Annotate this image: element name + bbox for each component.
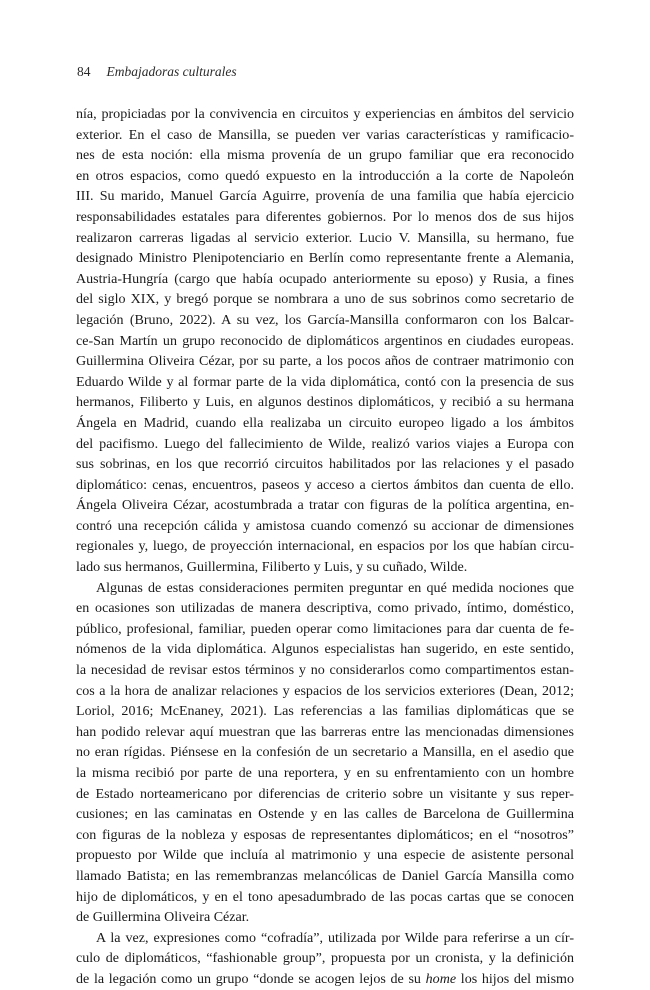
text-line: cos a la hora de analizar relaciones y espacios de los servicios exteriores (Dean, 2012; bbox=[76, 682, 574, 699]
text-line: la necesidad de revisar estos términos y no considerarlos como compartimentos estan- bbox=[76, 662, 574, 679]
text-line: con figuras de la nobleza y esposas de representantes diplomáticos; en el “nosotros” bbox=[76, 826, 574, 843]
text-line: propuesto por Wilde que incluía al matrimonio y una especie de asistente personal bbox=[76, 847, 574, 864]
text-line: Loriol, 2016; McEnaney, 2021). Las referencias a las familias diplomáticas que se bbox=[76, 703, 574, 720]
text-line: A la vez, expresiones como “cofradía”, utilizada por Wilde para referirse a un cír- bbox=[96, 929, 574, 946]
text-segment: de la legación como un grupo “donde se acogen lejos de su bbox=[76, 970, 426, 987]
text-line: sus sobrinas, en los que recorrió circuitos habilitados por las relaciones y el pasado bbox=[76, 456, 574, 473]
text-line: Austria-Hungría (cargo que había ocupado anteriormente su eposo) y Rusia, a fines bbox=[76, 270, 574, 287]
italic-word: home bbox=[425, 970, 457, 987]
text-line: la misma recibió por parte de una reportera, y en su enfrentamiento con un hombre bbox=[76, 765, 574, 781]
text-line: no eran rígidas. Piénsese en la confesión de un secretario a Mansilla, en el asedio que bbox=[76, 744, 574, 761]
text-line: llamado Batista; en las remembranzas melancólicas de Daniel García Mansilla como bbox=[76, 867, 574, 884]
text-line: lado sus hermanos, Guillermina, Filiberto y Luis, y su cuñado, Wilde. bbox=[76, 559, 468, 576]
text-line: culo de diplomáticos, “fashionable group”, propuesta por un cronista, y la definición bbox=[76, 950, 574, 967]
text-line: nía, propiciadas por la convivencia en circuitos y experiencias en ámbitos del servicio bbox=[76, 106, 574, 122]
text-line: regionales y, luego, de proyección internacional, en espacios por los que habían circu- bbox=[76, 538, 574, 555]
paragraph bbox=[76, 578, 574, 928]
text-line: diplomático: cenas, encuentros, paseos y acceso a ciertos ámbitos dan cuenta de ello. bbox=[76, 476, 574, 493]
text-line: realizaron carreras ligadas al servicio exterior. Lucio V. Mansilla, su hermano, fue bbox=[76, 229, 574, 246]
running-title: Embajadoras culturales bbox=[106, 64, 237, 79]
text-line: cusiones; en las caminatas en Ostende y en las calles de Barcelona de Guillermina bbox=[76, 806, 574, 823]
text-line: Guillermina Oliveira Cézar, por su parte, a los pocos años de contraer matrimonio con bbox=[76, 353, 574, 370]
text-line bbox=[76, 969, 574, 990]
text-line: del siglo XIX, y bregó porque se nombrara a uno de sus sobrinos como secretario de bbox=[76, 291, 574, 308]
paragraph bbox=[76, 928, 574, 990]
text-line: III. Su marido, Manuel García Aguirre, provenía de una familia que había ejercicio bbox=[76, 188, 574, 205]
text-line: Ángela Oliveira Cézar, acostumbrada a tratar con figuras de la política argentina, en- bbox=[76, 497, 574, 514]
text-segment: los hijos del mismo bbox=[456, 970, 574, 987]
text-line: han podido relevar aquí muestran que las barreras entre las mencionadas dimensiones bbox=[76, 723, 574, 740]
text-line: responsabilidades estatales para diferentes gobiernos. Por lo menos dos de sus hijos bbox=[76, 208, 574, 225]
text-line: Eduardo Wilde y al formar parte de la vida diplomática, contó con la presencia de sus bbox=[76, 373, 574, 390]
text-line: hijo de diplomáticos, y en el tono apesadumbrado de las pocas cartas que se conocen bbox=[76, 888, 574, 905]
text-line: público, profesional, familiar, pueden operar como limitaciones para dar cuenta de fe- bbox=[76, 620, 574, 637]
text-line: Algunas de estas consideraciones permiten preguntar en qué medida nociones que bbox=[96, 579, 574, 596]
text-line: contró una recepción cálida y amistosa cuando comenzó su accionar de dimensiones bbox=[76, 517, 574, 534]
text-line: legación (Bruno, 2022). A su vez, los García-Mansilla conformaron con los Balcar- bbox=[76, 311, 574, 328]
paragraph bbox=[76, 104, 574, 578]
text-line: Ángela en Madrid, cuando ella realizaba un circuito europeo ligado a los ámbitos bbox=[76, 414, 574, 431]
text-line: de Guillermina Oliveira Cézar. bbox=[76, 909, 250, 926]
text-line: de Estado norteamericano por diferencias de criterio sobre un visitante y sus reper- bbox=[76, 785, 574, 802]
text-line: del pacifismo. Luego del fallecimiento de Wilde, realizó varios viajes a Europa con bbox=[76, 435, 574, 452]
text-line: exterior. En el caso de Mansilla, se pueden ver varias características y ramificacio- bbox=[76, 126, 574, 143]
text-line: ce-San Martín un grupo reconocido de diplomáticos argentinos en ciudades europeas. bbox=[76, 332, 574, 349]
text-line: en otros espacios, como quedó expuesto en la introducción a la corte de Napoleón bbox=[76, 167, 574, 184]
text-line: designado Ministro Plenipotenciario en Berlín como representante frente a Alemania, bbox=[76, 250, 574, 267]
text-line: nómenos de la vida diplomática. Algunos especialistas han sugerido, en este sentido, bbox=[76, 641, 574, 658]
text-line: en ocasiones son utilizadas de manera descriptiva, como privado, íntimo, doméstico, bbox=[76, 600, 574, 617]
text-line: nes de esta noción: ella misma provenía de un grupo familiar que era reconocido bbox=[76, 147, 574, 164]
running-header bbox=[77, 64, 237, 80]
page-number: 84 bbox=[77, 64, 91, 79]
body-text bbox=[76, 104, 574, 990]
text-line: hermanos, Filiberto y Luis, en algunos destinos diplomáticos, y recibió a su hermana bbox=[76, 394, 574, 411]
